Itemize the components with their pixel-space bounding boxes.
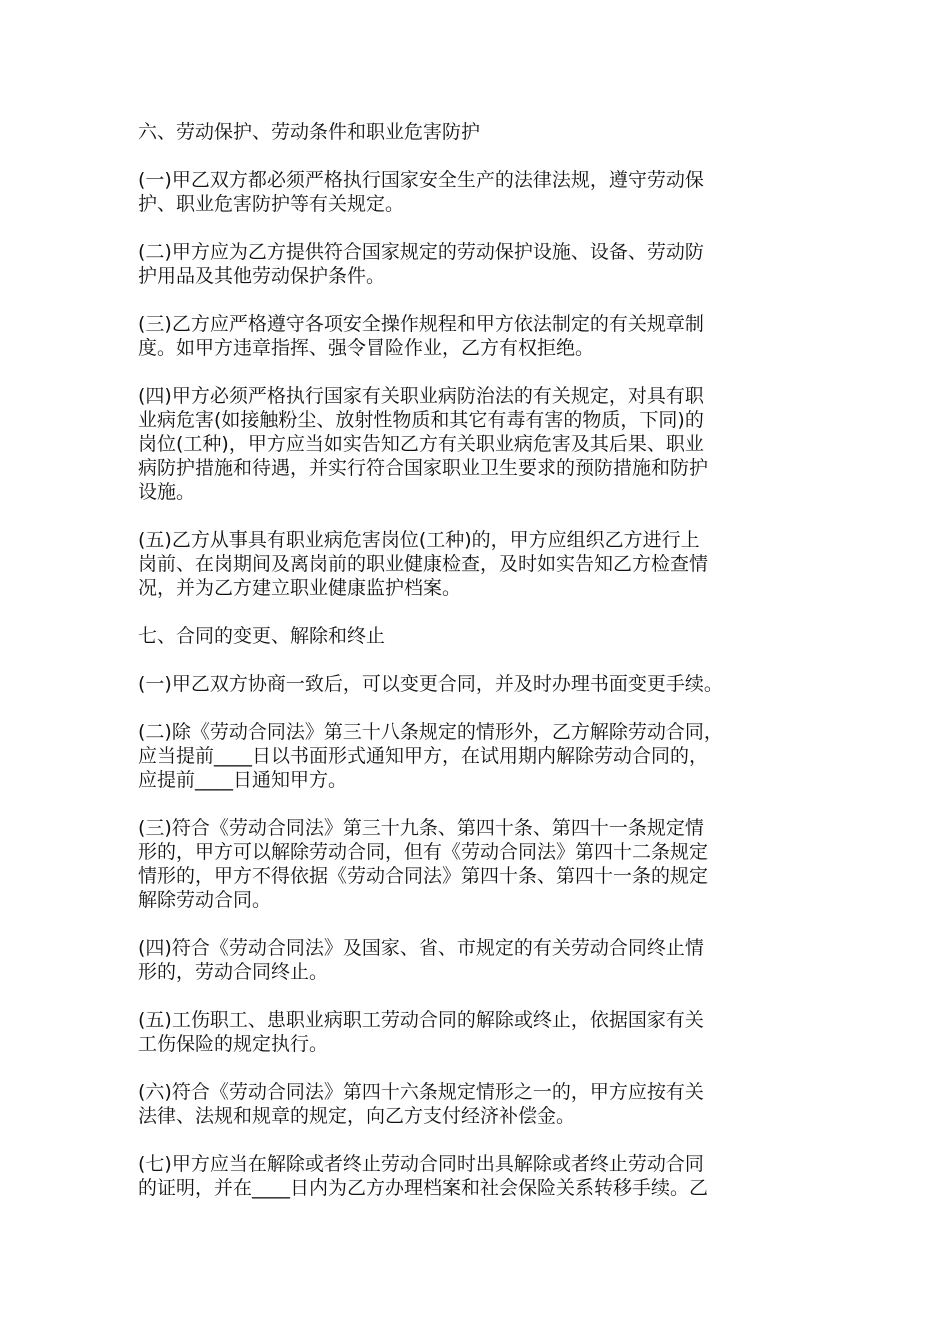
clause-7-4: (四)符合《劳动合同法》及国家、省、市规定的有关劳动合同终止情 形的，劳动合同终止。 [138,937,704,983]
document-body [138,120,818,1224]
clause-7-3: (三)符合《劳动合同法》第三十九条、第四十条、第四十一条规定情 形的，甲方可以解除劳动合同，但有《劳动合同法》第四十二条规定 情形的，甲方不得依据《劳动合同法》第四十条、第四十一条的规定 解除劳动合同。 [138,817,709,911]
clause-6-4: (四)甲方必须严格执行国家有关职业病防治法的有关规定，对具有职 业病危害(如接触粉尘、放射性物质和其它有毒有害的物质，下同)的 岗位(工种)，甲方应当如实告知乙方有关职业病危害及其后果、职业 病防护措施和待遇，并实行符合国家职业卫生要求的预防措施和防护 设施。 [138,385,709,503]
clause-6-5: (五)乙方从事具有职业病危害岗位(工种)的，甲方应组织乙方进行上 岗前、在岗期间及离岗前的职业健康检查，及时如实告知乙方检查情 况，并为乙方建立职业健康监护档案。 [138,529,709,599]
clause-7-1: (一)甲乙双方协商一致后，可以变更合同，并及时办理书面变更手续。 [138,673,723,695]
clause-7-5: (五)工伤职工、患职业病职工劳动合同的解除或终止，依据国家有关 工伤保险的规定执行。 [138,1009,704,1055]
clause-7-6: (六)符合《劳动合同法》第四十六条规定情形之一的，甲方应按有关 法律、法规和规章的规定，向乙方支付经济补偿金。 [138,1081,704,1127]
clause-7-2: (二)除《劳动合同法》第三十八条规定的情形外，乙方解除劳动合同， 应当提前____日以书面形式通知甲方，在试用期内解除劳动合同的， 应提前____日通知甲方。 [138,721,723,791]
clause-6-1: (一)甲乙双方都必须严格执行国家安全生产的法律法规，遵守劳动保 护、职业危害防护等有关规定。 [138,169,704,215]
section-heading-6: 六、劳动保护、劳动条件和职业危害防护 [138,121,481,143]
section-heading-7: 七、合同的变更、解除和终止 [138,625,386,647]
clause-7-7: (七)甲方应当在解除或者终止劳动合同时出具解除或者终止劳动合同 的证明，并在____日内为乙方办理档案和社会保险关系转移手续。乙 [138,1153,709,1199]
clause-6-2: (二)甲方应为乙方提供符合国家规定的劳动保护设施、设备、劳动防 护用品及其他劳动保护条件。 [138,241,704,287]
clause-6-3: (三)乙方应严格遵守各项安全操作规程和甲方依法制定的有关规章制 度。如甲方违章指挥、强令冒险作业，乙方有权拒绝。 [138,313,704,359]
